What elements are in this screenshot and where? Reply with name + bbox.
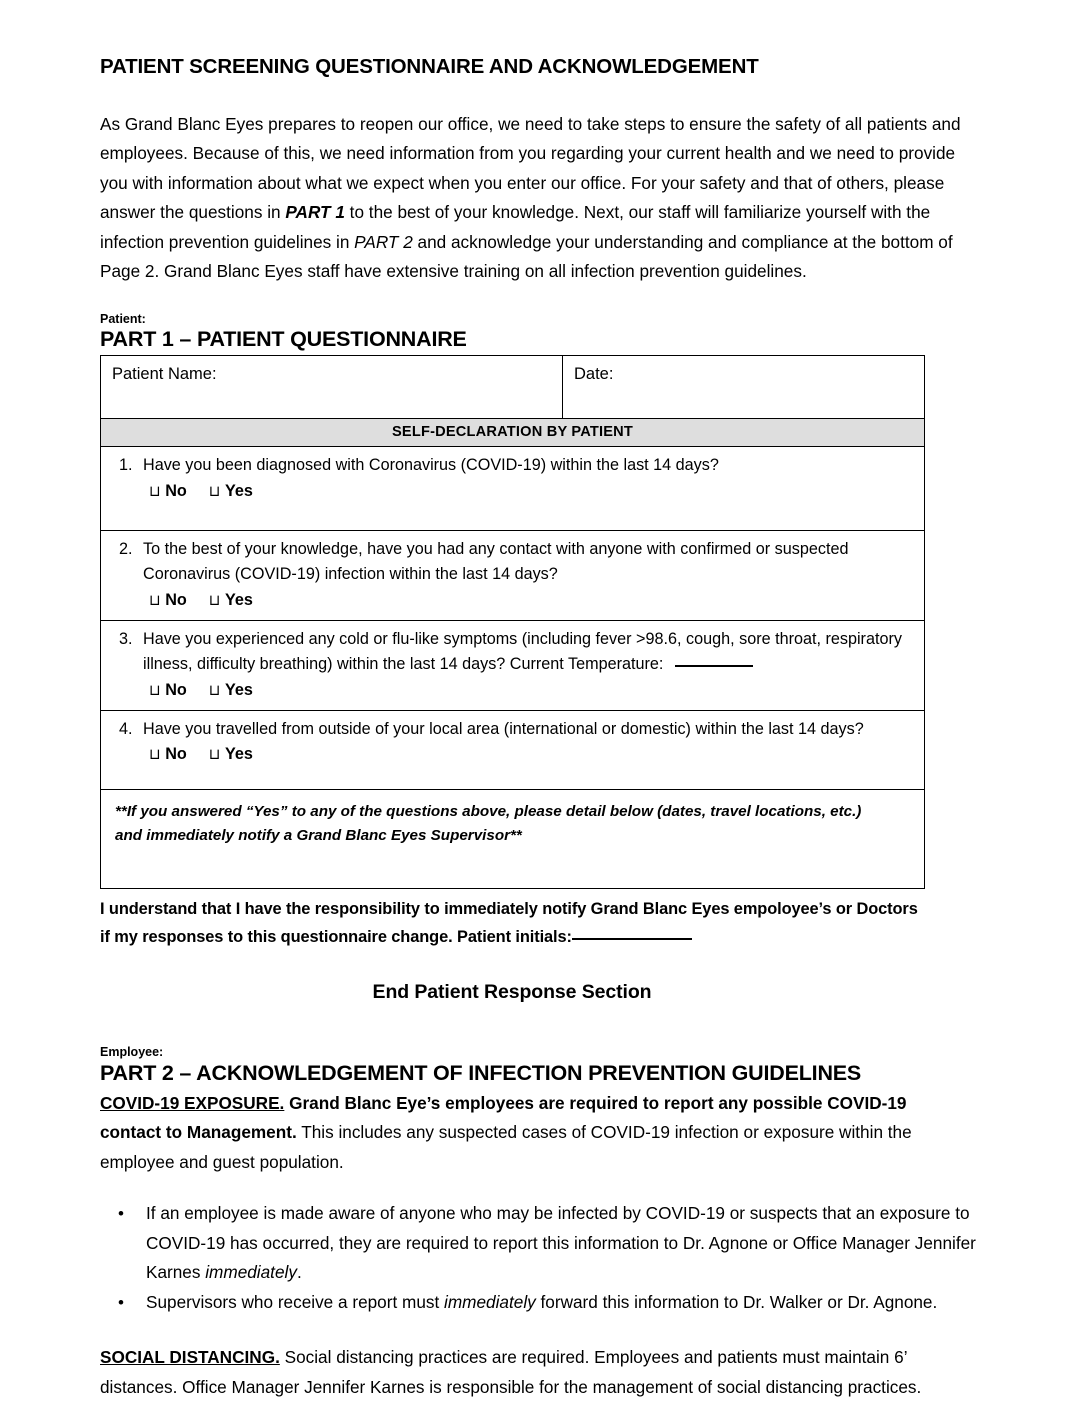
patient-name-label: Patient Name:	[112, 365, 217, 384]
question-4-option-yes[interactable]	[209, 745, 253, 763]
checkbox-icon[interactable]: ⊔	[149, 590, 161, 609]
question-2-options	[113, 588, 912, 613]
social-distancing-text: Social distancing practices are required. Employees and patients must maintain 6’ distances. Office Manager Jennifer Karnes is responsible for the management of social distancing practices.	[100, 1347, 922, 1397]
question-2-option-yes[interactable]	[209, 591, 253, 609]
intro-part1-reference: PART 1	[285, 202, 345, 223]
table-row-question-1	[101, 447, 925, 531]
question-1-options	[113, 479, 912, 504]
bullet-2-segment-2: forward this information to Dr. Walker or Dr. Agnone.	[535, 1291, 938, 1312]
question-3-cell	[101, 620, 925, 710]
question-3-text	[143, 627, 912, 678]
question-4-text: Have you travelled from outside of your local area (international or domestic) within the last 14 days?	[143, 719, 864, 738]
part2-heading: PART 2 – ACKNOWLEDGEMENT OF INFECTION PREVENTION GUIDELINES	[100, 1060, 862, 1085]
table-row-question-4	[101, 710, 925, 790]
question-3-option-no[interactable]	[149, 681, 187, 699]
checkbox-icon[interactable]: ⊔	[149, 745, 161, 764]
checkbox-icon[interactable]: ⊔	[208, 481, 221, 500]
social-distancing-label: SOCIAL DISTANCING.	[100, 1347, 280, 1368]
question-3-option-yes[interactable]	[209, 681, 253, 699]
list-item	[118, 1199, 976, 1288]
question-4-option-no[interactable]	[149, 745, 187, 763]
intro-segment-2: to the best of your knowledge. Next, our staff will familiarize yourself with the infection prevention guidelines in	[100, 202, 931, 252]
checkbox-icon[interactable]: ⊔	[149, 481, 161, 500]
question-2-yes-label: Yes	[225, 590, 253, 609]
patient-name-cell[interactable]	[101, 356, 563, 419]
understand-statement	[100, 895, 930, 951]
bullet-1-segment-1: If an employee is made aware of anyone who may be infected by COVID-19 or suspects that an exposure to COVID-19 has occurred, they are required to report this information to Dr. Agnone or Office Manager Jennifer Karnes	[146, 1203, 976, 1283]
covid-exposure-paragraph	[100, 1089, 970, 1178]
table-row-yes-detail-note	[101, 790, 925, 889]
question-1-option-no[interactable]	[149, 482, 187, 500]
question-2-text: To the best of your knowledge, have you had any contact with anyone with confirmed or suspected Coronavirus (COVID-19) infection within the last 14 days?	[143, 539, 849, 584]
list-item	[118, 1288, 976, 1318]
social-distancing-paragraph	[100, 1343, 970, 1402]
intro-part2-reference: PART 2	[354, 231, 413, 252]
question-4-number: 4.	[119, 719, 133, 738]
question-2-no-label: No	[165, 590, 187, 609]
checkbox-icon[interactable]: ⊔	[208, 590, 221, 609]
question-1-option-yes[interactable]	[209, 482, 253, 500]
temperature-blank-field[interactable]	[675, 665, 753, 667]
declaration-header-cell: SELF-DECLARATION BY PATIENT	[101, 419, 925, 447]
question-3-body: Have you experienced any cold or flu-like symptoms (including fever >98.6, cough, sore throat, respiratory illness, difficulty breathing) within the last 14 days? Current Temperature:	[143, 629, 902, 674]
bullet-1-segment-2: .	[296, 1262, 302, 1283]
question-1-cell	[101, 447, 925, 531]
yes-detail-cell[interactable]	[101, 790, 925, 889]
question-3-yes-label: Yes	[225, 680, 253, 699]
date-label: Date:	[574, 365, 614, 384]
question-4-no-label: No	[165, 745, 187, 764]
part1-heading: PART 1 – PATIENT QUESTIONNAIRE	[100, 327, 467, 352]
table-row-question-2	[101, 530, 925, 620]
checkbox-icon[interactable]: ⊔	[208, 680, 221, 699]
question-3-no-label: No	[165, 680, 187, 699]
question-3-number: 3.	[119, 629, 133, 648]
covid-exposure-rest-text: This includes any suspected cases of COVID-19 infection or exposure within the employee and guest population.	[100, 1122, 912, 1172]
table-row-name-date	[101, 356, 925, 419]
question-1-text: Have you been diagnosed with Coronavirus (COVID-19) within the last 14 days?	[143, 456, 719, 475]
checkbox-icon[interactable]: ⊔	[208, 745, 221, 764]
covid-exposure-label: COVID-19 EXPOSURE.	[100, 1092, 285, 1113]
question-2-cell	[101, 530, 925, 620]
table-row-declaration-header	[101, 419, 925, 447]
question-1-number: 1.	[119, 456, 133, 475]
checkbox-icon[interactable]: ⊔	[149, 680, 161, 699]
date-cell[interactable]	[563, 356, 925, 419]
patient-initials-blank-field[interactable]	[572, 938, 692, 940]
exposure-bullet-list	[100, 1199, 976, 1317]
question-2-number: 2.	[119, 539, 133, 558]
bullet-2-segment-1: Supervisors who receive a report must	[146, 1291, 445, 1312]
yes-note-line-2: and immediately notify a Grand Blanc Eyes Supervisor**	[115, 827, 522, 845]
employee-role-label: Employee:	[100, 1045, 164, 1060]
document-content	[100, 55, 976, 1402]
table-row-question-3	[101, 620, 925, 710]
question-4-options	[113, 742, 912, 767]
bullet-icon: •	[118, 1292, 124, 1312]
question-2-option-no[interactable]	[149, 591, 187, 609]
patient-role-label: Patient:	[100, 311, 146, 326]
page-title: PATIENT SCREENING QUESTIONNAIRE AND ACKNOWLEDGEMENT	[100, 55, 759, 78]
understand-text: I understand that I have the responsibility to immediately notify Grand Blanc Eyes empoloyee’s or Doctors if my responses to this questionnaire change. Patient initials:	[100, 900, 918, 947]
intro-segment-1: As Grand Blanc Eyes prepares to reopen our office, we need to take steps to ensure the safety of all patients and employees. Because of this, we need information from you regarding your current health and we need to provide you with information about what we expect when you enter our office. For your safety and that of others, please answer the questions in	[100, 113, 961, 223]
intro-paragraph	[100, 110, 970, 287]
question-1-yes-label: Yes	[225, 481, 253, 500]
question-4-cell	[101, 710, 925, 790]
bullet-2-italic: immediately	[444, 1291, 536, 1312]
patient-questionnaire-table	[100, 355, 925, 889]
bullet-icon: •	[118, 1204, 124, 1224]
end-patient-response-heading: End Patient Response Section	[372, 981, 652, 1004]
intro-segment-3: and acknowledge your understanding and compliance at the bottom of Page 2. Grand Blanc Eyes staff have extensive training on all infection prevention guidelines.	[100, 231, 953, 282]
bullet-1-italic: immediately	[205, 1262, 297, 1283]
question-1-no-label: No	[165, 481, 187, 500]
question-3-options	[113, 678, 912, 703]
question-4-yes-label: Yes	[225, 745, 253, 764]
covid-exposure-bold-text: Grand Blanc Eye’s employees are required to report any possible COVID-19 contact to Management.	[100, 1092, 907, 1143]
yes-note-line-1: **If you answered “Yes” to any of the questions above, please detail below (dates, travel locations, etc.)	[115, 803, 862, 821]
